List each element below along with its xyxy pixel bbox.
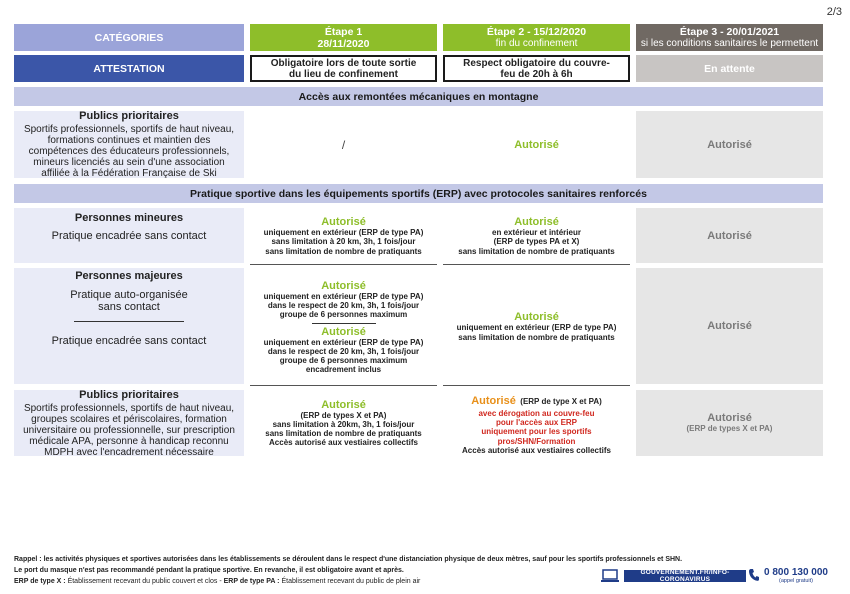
section-banner-remontees (14, 87, 823, 106)
row2-step1-line1: uniquement en extérieur (ERP de type PA) (263, 228, 424, 238)
row1-step2-value: Autorisé (514, 138, 559, 151)
row4-step1-line1: (ERP de types X et PA) (300, 410, 387, 420)
step1-attestation (250, 55, 437, 82)
row4-step2-red3: uniquement pour les sportifs (481, 427, 592, 437)
step1-title: Étape 1 (324, 25, 363, 38)
row2-step2-line3: sans limitation de nombre de pratiquants (458, 246, 615, 256)
phone-sub: (appel gratuit) (779, 578, 813, 584)
row4-step2-line: Accès autorisé aux vestiaires collectifs (462, 445, 611, 455)
step3-header (636, 24, 823, 51)
step2-attestation-text: Respect obligatoire du couvre-feu de 20h à 6h (463, 57, 610, 80)
row3-step1a-auth: Autorisé (321, 280, 366, 292)
attestation-label: ATTESTATION (93, 62, 165, 75)
page-number: 2/3 (826, 6, 842, 18)
phone-icon (748, 568, 760, 582)
row1-step3 (636, 111, 823, 178)
row3-step2-auth: Autorisé (514, 311, 559, 324)
row3-title: Personnes majeures (75, 270, 183, 282)
phone-number[interactable]: 0 800 130 000 (764, 567, 828, 578)
row4-step2-auth-line (471, 391, 602, 409)
categories-header (14, 24, 244, 51)
row2-text: Pratique encadrée sans contact (51, 230, 207, 242)
row3-divider (74, 321, 184, 322)
row1-text: Sportifs professionnels, sportifs de haut niveau, formations continues et maintien des compétences des éducateurs professionnels, mineurs licenciés au sein d'une association affiliée à la Fédération Française de Ski (23, 124, 235, 179)
row2-step2-line2: (ERP de types PA et X) (493, 237, 580, 247)
row4-step2-auth: Autorisé (471, 394, 516, 407)
row4-title: Publics prioritaires (79, 388, 179, 401)
row3-step1b-line4: encadrement inclus (305, 365, 382, 375)
attestation-header (14, 55, 244, 82)
footer-line1-label: Rappel : (14, 556, 42, 563)
row2-step2 (443, 208, 630, 265)
row3-step3-value: Autorisé (707, 320, 752, 332)
row3-step2 (443, 268, 630, 386)
phone-block (761, 568, 831, 586)
row2-category (14, 208, 244, 263)
row3-step2-line1: uniquement en extérieur (ERP de type PA) (456, 323, 617, 333)
footer-erp-x-text: Établissement recevant du public couvert et clos (67, 578, 218, 585)
footer-line3: ERP de type X : Établissement recevant du public couvert et clos - ERP de type PA : Établissement recevant du public de plein air (14, 578, 421, 585)
row1-step3-value: Autorisé (707, 138, 752, 151)
step2-attestation (443, 55, 630, 82)
row2-step2-auth: Autorisé (514, 216, 559, 229)
row4-step1-auth: Autorisé (321, 398, 366, 411)
row1-step1 (250, 111, 437, 178)
row3-step1a-line3: groupe de 6 personnes maximum (279, 310, 408, 320)
laptop-icon (600, 569, 620, 583)
row4-step2 (443, 390, 630, 456)
row1-title: Publics prioritaires (79, 110, 179, 122)
row3-step1a-line1: uniquement en extérieur (ERP de type PA) (263, 292, 424, 301)
step2-header (443, 24, 630, 51)
section-remontees-title: Accès aux remontées mécaniques en montagne (298, 90, 539, 103)
row3-step3 (636, 268, 823, 384)
gov-link[interactable] (624, 570, 746, 582)
row2-step1-line2: sans limitation à 20 km, 3h, 1 fois/jour (271, 237, 416, 247)
row1-step2 (443, 111, 630, 178)
footer-erp-pa-text: Établissement recevant du public de plein air (281, 578, 421, 585)
row3-step1b-line2: dans le respect de 20 km, 3h, 1 fois/jour (267, 346, 420, 356)
gov-link-text: GOUVERNEMENT.FR/INFO-CORONAVIRUS (640, 569, 730, 583)
footer-line2-text: Le port du masque n'est pas recommandé pendant la pratique sportive. En revanche, il est obligatoire avant et après. (14, 567, 404, 574)
row3-step1b-line3: groupe de 6 personnes maximum (279, 356, 408, 366)
row4-step1 (250, 390, 437, 456)
row4-step3-value: Autorisé (707, 412, 752, 424)
row2-step1-auth: Autorisé (321, 216, 366, 229)
row4-step2-red1: avec dérogation au couvre-feu (478, 408, 595, 418)
row3-step1b-line1: uniquement en extérieur (ERP de type PA) (263, 337, 424, 347)
row4-step3-sub: (ERP de types X et PA) (686, 424, 773, 433)
footer-erp-x-label: ERP de type X : (14, 578, 66, 585)
row1-step1-value: / (341, 137, 346, 152)
footer-line1 (14, 554, 734, 565)
row3-category (14, 268, 244, 384)
row3-step1-divider (312, 323, 376, 324)
row2-step1-line3: sans limitation de nombre de pratiquants (265, 246, 422, 256)
categories-label: CATÉGORIES (94, 31, 164, 44)
row2-title: Personnes mineures (74, 212, 184, 224)
row2-step3 (636, 208, 823, 263)
step1-header (250, 24, 437, 51)
row1-category (14, 111, 244, 178)
row4-step1-line4: Accès autorisé aux vestiaires collectifs (269, 438, 418, 448)
row4-text: Sportifs professionnels, sportifs de haut niveau, groupes scolaires et périscolaires, formation universitaire ou professionnelle, sur prescription médicale APA, personne à handicap reconnu MDPH avec l'encadrement nécessaire (23, 402, 235, 458)
row3-step1b-auth: Autorisé (321, 325, 366, 338)
step3-attestation (636, 55, 823, 82)
step2-subtitle: fin du confinement (495, 37, 578, 49)
row4-category (14, 390, 244, 456)
step3-subtitle: si les conditions sanitaires le permettent (640, 37, 819, 49)
row4-step2-red2: pour l'accès aux ERP (495, 418, 578, 428)
footer-erp-pa-label: ERP de type PA : (223, 578, 280, 585)
row2-step1 (250, 208, 437, 265)
step1-date: 28/11/2020 (317, 37, 370, 50)
section-pratique-title: Pratique sportive dans les équipements sportifs (ERP) avec protocoles sanitaires renforcés (190, 187, 647, 200)
row2-step3-value: Autorisé (707, 229, 752, 242)
row4-step1-line2: sans limitation à 20km, 3h, 1 fois/jour (272, 419, 415, 429)
row3-step2-line2: sans limitation de nombre de pratiquants (458, 332, 615, 342)
section-banner-pratique (14, 184, 823, 203)
row4-step2-red4: pros/SHN/Formation (497, 436, 576, 446)
footer-line1-text: les activités physiques et sportives autorisées dans les établissements se déroulent dans le respect d'une distanciation physique de deux mètres, sauf pour les sportifs professionnels et SHN. (43, 556, 683, 563)
row2-step2-line1: en extérieur et intérieur (492, 228, 581, 238)
row4-step1-line3: sans limitation de nombre de pratiquants (265, 429, 422, 438)
step3-title: Étape 3 - 20/01/2021 (679, 25, 780, 38)
row3-text2: Pratique encadrée sans contact (51, 335, 207, 347)
row4-step3 (636, 390, 823, 456)
row3-step1 (250, 268, 437, 386)
step1-attestation-text: Obligatoire lors de toute sortie du lieu de confinement (270, 57, 417, 80)
row3-text1: Pratique auto-organisée sans contact (70, 289, 188, 313)
row4-step2-auth-tail: (ERP de type X et PA) (520, 396, 602, 406)
step2-title: Étape 2 - 15/12/2020 (486, 25, 587, 38)
row3-step1a-line2: dans le respect de 20 km, 3h, 1 fois/jour (267, 301, 420, 311)
step3-attestation-text: En attente (704, 62, 755, 75)
